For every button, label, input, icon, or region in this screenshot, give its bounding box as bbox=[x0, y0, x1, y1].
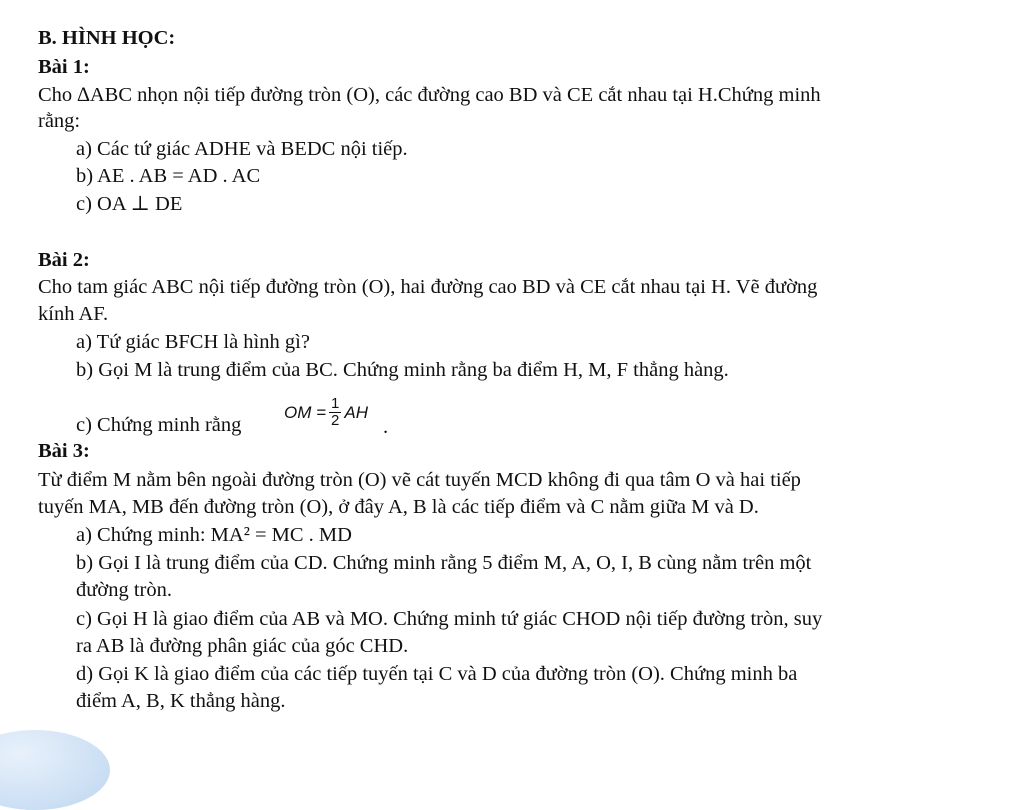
bai3-item-b-line2: đường tròn. bbox=[76, 579, 172, 601]
bai3-item-c-line1: c) Gọi H là giao điểm của AB và MO. Chứng minh tứ giác CHOD nội tiếp đường tròn, suy bbox=[76, 608, 823, 630]
bai1-item-c: c) OA ⊥ DE bbox=[76, 193, 183, 215]
formula-end: . bbox=[383, 416, 389, 438]
bai2-intro-line2: kính AF. bbox=[38, 303, 109, 325]
bai1-intro-line1: Cho ∆ABC nhọn nội tiếp đường tròn (O), các đường cao BD và CE cắt nhau tại H.Chứng minh bbox=[38, 84, 821, 106]
bai3-title: Bài 3: bbox=[38, 440, 90, 462]
formula-fraction bbox=[329, 396, 341, 429]
section-title: B. HÌNH HỌC: bbox=[38, 27, 176, 49]
formula-lhs: OM = bbox=[284, 402, 327, 422]
bai2-intro-line1: Cho tam giác ABC nội tiếp đường tròn (O), hai đường cao BD và CE cắt nhau tại H. Vẽ đường bbox=[38, 276, 818, 298]
bai3-intro-line2: tuyến MA, MB đến đường tròn (O), ở đây A, B là các tiếp điểm và C nằm giữa M và D. bbox=[38, 496, 759, 518]
bai2-title: Bài 2: bbox=[38, 249, 90, 271]
formula-denominator: 2 bbox=[331, 412, 340, 429]
bai3-item-d-line2: điểm A, B, K thẳng hàng. bbox=[76, 690, 286, 712]
bai1-item-b: b) AE . AB = AD . AC bbox=[76, 165, 261, 187]
bai2-item-c-prefix: c) Chứng minh rằng bbox=[76, 414, 242, 436]
corner-decoration bbox=[0, 730, 110, 810]
bai2-item-c-formula bbox=[284, 396, 368, 429]
formula-numerator: 1 bbox=[331, 395, 340, 412]
bai1-item-a: a) Các tứ giác ADHE và BEDC nội tiếp. bbox=[76, 138, 408, 160]
bai2-item-a: a) Tứ giác BFCH là hình gì? bbox=[76, 331, 310, 353]
bai2-item-b: b) Gọi M là trung điểm của BC. Chứng minh rằng ba điểm H, M, F thẳng hàng. bbox=[76, 359, 729, 381]
bai3-item-d-line1: d) Gọi K là giao điểm của các tiếp tuyến tại C và D của đường tròn (O). Chứng minh ba bbox=[76, 663, 798, 685]
bai3-item-a: a) Chứng minh: MA² = MC . MD bbox=[76, 524, 352, 546]
formula-rhs: AH bbox=[344, 402, 369, 422]
bai3-item-b-line1: b) Gọi I là trung điểm của CD. Chứng minh rằng 5 điểm M, A, O, I, B cùng nằm trên một bbox=[76, 552, 812, 574]
bai3-intro-line1: Từ điểm M nằm bên ngoài đường tròn (O) vẽ cát tuyến MCD không đi qua tâm O và hai tiếp bbox=[38, 469, 801, 491]
bai3-item-c-line2: ra AB là đường phân giác của góc CHD. bbox=[76, 635, 409, 657]
bai1-intro-line2: rằng: bbox=[38, 110, 81, 132]
bai1-title: Bài 1: bbox=[38, 56, 90, 78]
